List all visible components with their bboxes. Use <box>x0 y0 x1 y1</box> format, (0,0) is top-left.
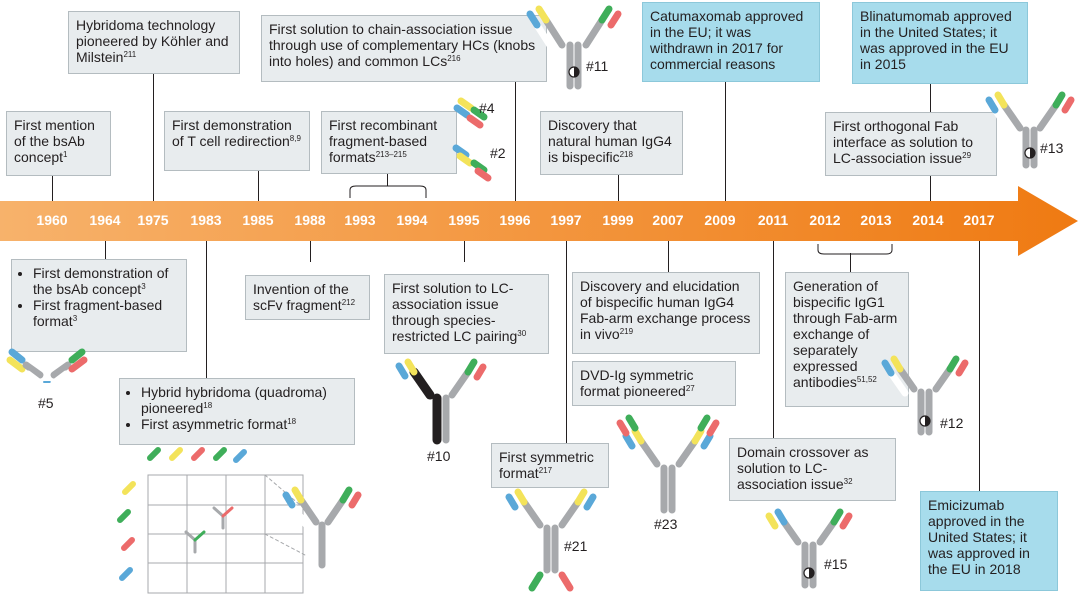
year-label: 2012 <box>809 212 841 228</box>
citation: 30 <box>517 329 527 338</box>
antibody-format-11 <box>530 9 618 86</box>
citation: 216 <box>447 54 461 63</box>
year-label: 1994 <box>396 212 428 228</box>
event-text: First asymmetric format <box>141 416 288 432</box>
citation: 218 <box>619 150 633 159</box>
citation: 27 <box>685 384 695 393</box>
year-label: 2007 <box>652 212 684 228</box>
citation: 18 <box>287 417 297 426</box>
event-text: Invention of the scFv fragment <box>253 281 349 313</box>
year-label: 1960 <box>36 212 68 228</box>
year-label: 2009 <box>704 212 736 228</box>
event-text: Blinatumomab approved in the United States; it was approved in the EU in 2015 <box>860 8 1012 72</box>
citation: 29 <box>962 151 972 160</box>
event-text: First solution to chain-association issue through use of complementary HCs (knobs into holes) and common LCs <box>269 21 536 69</box>
year-label: 1988 <box>294 212 326 228</box>
year-label: 1975 <box>137 212 169 228</box>
event-text: First solution to LC-association issue through species-restricted LC pairing <box>392 280 518 344</box>
event-text: First recombinant fragment-based formats <box>329 117 438 165</box>
event-text: Hybridoma technology pioneered by Köhler and Milstein <box>76 17 229 65</box>
antibody-format-2 <box>456 148 488 178</box>
year-label: 2017 <box>963 212 995 228</box>
year-label: 1996 <box>499 212 531 228</box>
format-label-4: #4 <box>479 100 495 116</box>
antibody-format-23 <box>620 418 716 510</box>
year-label: 1964 <box>89 212 121 228</box>
event-text: First demonstration of the bsAb concept <box>33 265 169 297</box>
event-text: Catumaxomab approved in the EU; it was withdrawn in 2017 for commercial reasons <box>650 8 804 72</box>
citation: 3 <box>72 314 78 323</box>
antibody-format-5 <box>10 352 84 383</box>
format-label-2: #2 <box>490 145 506 161</box>
citation: 8,9 <box>289 134 301 143</box>
format-label-12: #12 <box>940 415 964 431</box>
year-label: 1993 <box>344 212 376 228</box>
antibody-format-10 <box>399 362 483 440</box>
format-label-13: #13 <box>1040 140 1064 156</box>
format-label-10: #10 <box>427 448 451 464</box>
antibody-format-15 <box>769 512 849 585</box>
citation: 211 <box>123 50 137 59</box>
event-text: DVD-Ig symmetric format pioneered <box>580 367 694 399</box>
citation: 219 <box>619 327 634 336</box>
year-label: 2014 <box>912 212 944 228</box>
quadroma-plate <box>120 450 358 593</box>
citation: 213–215 <box>375 150 407 159</box>
event-text: Generation of bispecific IgG1 through Fab-arm exchange of separately expressed antibodies <box>793 278 898 390</box>
year-label: 1983 <box>190 212 222 228</box>
citation: 3 <box>141 282 146 291</box>
year-label: 1999 <box>602 212 634 228</box>
event-text: Domain crossover as solution to LC-association issue <box>737 444 869 492</box>
format-label-15: #15 <box>824 556 848 572</box>
format-label-5: #5 <box>38 395 54 411</box>
event-text: Hybrid hybridoma (quadroma) pioneered <box>141 384 327 416</box>
event-text: First fragment-based format <box>33 297 163 329</box>
format-label-23: #23 <box>654 516 678 532</box>
event-text: Emicizumab approved in the United States; it was approved in the EU in 2018 <box>928 497 1030 577</box>
year-label: 2013 <box>860 212 892 228</box>
event-text: First mention of the bsAb concept <box>14 117 95 165</box>
year-label: 1995 <box>448 212 480 228</box>
format-label-21: #21 <box>564 538 588 554</box>
citation: 217 <box>538 466 553 475</box>
citation: 1 <box>63 150 68 159</box>
year-label: 1997 <box>550 212 582 228</box>
format-label-11: #11 <box>586 58 609 74</box>
citation: 32 <box>843 477 853 486</box>
year-label: 1985 <box>242 212 274 228</box>
event-text: First symmetric format <box>499 449 594 481</box>
citation: 51,52 <box>856 375 877 384</box>
event-text: Discovery that natural human IgG4 is bispecific <box>548 117 672 165</box>
event-text: First demonstration of T cell redirection <box>172 117 292 149</box>
citation: 212 <box>341 298 356 307</box>
citation: 18 <box>203 401 213 410</box>
event-text: Discovery and elucidation of bispecific human IgG4 Fab-arm exchange process in vivo <box>580 278 751 342</box>
event-text: First orthogonal Fab interface as solution to LC-association issue <box>833 118 974 166</box>
year-label: 2011 <box>757 212 789 228</box>
